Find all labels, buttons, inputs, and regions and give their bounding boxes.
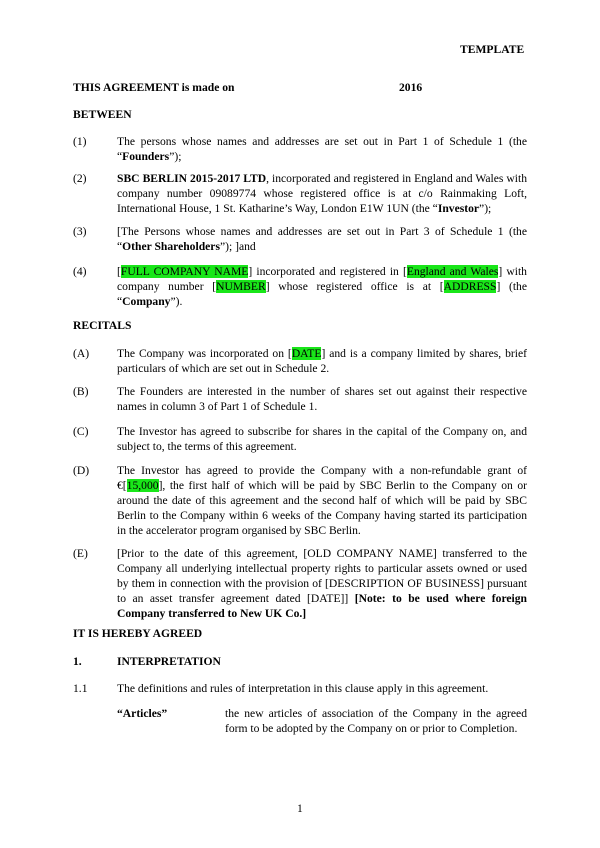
recital-c-number: (C): [73, 425, 89, 438]
party-1-number: (1): [73, 135, 87, 148]
definition-term-articles: “Articles”: [117, 707, 168, 720]
placeholder-company-number: NUMBER: [216, 280, 266, 293]
placeholder-company-name: FULL COMPANY NAME: [120, 265, 249, 278]
section-1-title: INTERPRETATION: [117, 655, 221, 668]
placeholder-address: ADDRESS: [443, 280, 497, 293]
recital-b-number: (B): [73, 385, 89, 398]
party-4-number: (4): [73, 265, 87, 278]
placeholder-jurisdiction: England and Wales: [406, 265, 499, 278]
page-number: 1: [297, 802, 303, 815]
recitals-heading: RECITALS: [73, 319, 132, 332]
recital-d-number: (D): [73, 464, 90, 477]
party-2-text: SBC BERLIN 2015-2017 LTD, incorporated and registered in England and Wales with company number 09089774 whose registered office is at c/o Rainmaking Loft, International House, 1 St. Katharine’s Way, London E1W 1UN (the “Investor”);: [117, 172, 527, 215]
clause-1-1-text: The definitions and rules of interpretation in this clause apply in this agreement.: [117, 682, 489, 695]
agreement-date-line: THIS AGREEMENT is made on: [73, 81, 235, 94]
party-2-number: (2): [73, 172, 87, 185]
party-1-text: The persons whose names and addresses are set out in Part 1 of Schedule 1 (the “Founders”);: [117, 135, 527, 163]
agreement-year: 2016: [399, 81, 423, 94]
recital-a-number: (A): [73, 347, 90, 360]
party-3-text: [The Persons whose names and addresses are set out in Part 3 of Schedule 1 (the “Other Shareholders”); ]and: [117, 225, 527, 253]
recital-a-text: The Company was incorporated on [DATE] and is a company limited by shares, brief particulars of which are set out in Schedule 2.: [117, 347, 527, 375]
party-4-text: [FULL COMPANY NAME] incorporated and registered in [England and Wales] with company number [NUMBER] whose registered office is at [ADDRESS] (the “Company”).: [117, 265, 527, 308]
recital-b-text: The Founders are interested in the number of shares set out against their respective names in column 3 of Part 1 of Schedule 1.: [117, 385, 527, 413]
placeholder-grant-amount: 15,000: [126, 479, 159, 492]
between-heading: BETWEEN: [73, 108, 132, 121]
section-1-number: 1.: [73, 655, 82, 668]
agreed-heading: IT IS HEREBY AGREED: [73, 627, 203, 640]
party-3-number: (3): [73, 225, 87, 238]
recital-e-text: [Prior to the date of this agreement, [OLD COMPANY NAME] transferred to the Company all underlying intellectual property rights to particular assets owned or used by them in connection with the provision of [DESCRIPTION OF BUSINESS] pursuant to an asset transfer agreement dated [DATE]] [Note: to be used where foreign Company transferred to New UK Co.]: [117, 547, 528, 620]
recital-c-text: The Investor has agreed to subscribe for shares in the capital of the Company on, and subject to, the terms of this agreement.: [117, 425, 527, 453]
recital-d-text: The Investor has agreed to provide the Company with a non-refundable grant of €[15,000], the first half of which will be paid by SBC Berlin to the Company on or around the date of this agreement and the second half of which will be paid by SBC Berlin to the Company within 6 weeks of the Company having started its participation in the accelerator program organised by SBC Berlin.: [117, 464, 527, 537]
template-label: TEMPLATE: [460, 43, 525, 56]
definition-text-articles: the new articles of association of the Company in the agreed form to be adopted by the Company on or prior to Completion.: [225, 707, 527, 735]
placeholder-date: DATE: [291, 347, 322, 360]
clause-1-1-number: 1.1: [73, 682, 88, 695]
recital-e-number: (E): [73, 547, 88, 560]
